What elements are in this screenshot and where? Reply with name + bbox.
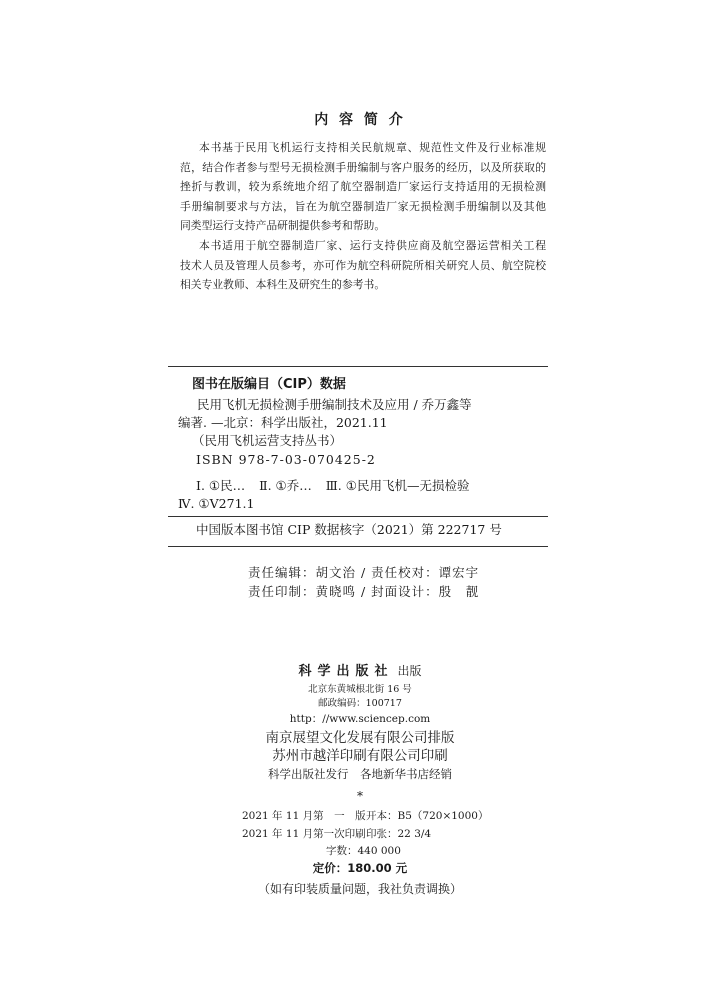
cip-heading: 图书在版编目（CIP）数据: [192, 377, 346, 392]
summary-paragraph-1: [180, 138, 546, 236]
publisher-row: [0, 665, 720, 678]
edition-first-printing: 2021 年 11 月第一次印刷: [242, 828, 366, 840]
summary-line: 同类型运行支持产品研制提供参考和帮助。: [180, 219, 386, 233]
publisher-postcode: 邮政编码：100717: [318, 698, 402, 709]
quality-notice: （如有印装质量问题，我社负责调换）: [257, 882, 462, 896]
typesetter: 南京展望文化发展有限公司排版: [265, 730, 455, 746]
summary-line: 本书基于民用飞机运行支持相关民航规章、规范性文件及行业标准规: [199, 141, 546, 154]
cip-classification-item: Ⅱ. ①乔…: [259, 478, 312, 493]
cip-record: 中国版本图书馆 CIP 数据核字（2021）第 222717 号: [196, 522, 502, 537]
separator-star: *: [357, 789, 363, 803]
cip-series: （民用飞机运营支持丛书）: [192, 433, 343, 448]
summary-line: 手册编制要求与方法，旨在为航空器制造厂家无损检测手册编制以及其他: [180, 199, 546, 213]
divider-top: [168, 366, 548, 367]
summary-line: 相关专业教师、本科生及研究生的参考书。: [180, 278, 386, 292]
publisher-address: 北京东黄城根北街 16 号: [308, 684, 412, 695]
summary-title: 内 容 简 介: [314, 112, 406, 128]
printer: 苏州市越洋印刷有限公司印刷: [272, 748, 448, 764]
publisher-website: http：//www.sciencep.com: [289, 713, 431, 725]
publisher-logo-name: 科学出版社: [298, 664, 394, 679]
cip-isbn: ISBN 978-7-03-070425-2: [196, 452, 376, 467]
edition-first-edition: 2021 年 11 月第 一 版: [242, 810, 366, 822]
edition-word-count: 字数：440 000: [326, 845, 401, 857]
cip-classification-row: [196, 480, 469, 493]
cip-classification-item: Ⅳ. ①V271.1: [178, 496, 255, 511]
price: 定价：180.00 元: [312, 861, 408, 875]
credits-production: 责任印制：黄晓鸣 / 封面设计：殷 靓: [248, 584, 480, 599]
summary-line: 挫折与教训，较为系统地介绍了航空器制造厂家运行支持适用的无损检测: [180, 180, 546, 194]
distribution: 科学出版社发行 各地新华书店经销: [268, 767, 452, 781]
summary-paragraph-2: [180, 236, 546, 295]
summary-body: [180, 138, 546, 295]
edition-format: 开本：B5（720×1000）: [366, 810, 489, 822]
publisher-action: 出版: [397, 664, 422, 678]
divider-bottom: [168, 546, 548, 547]
credits-editors: 责任编辑：胡文治 / 责任校对：谭宏宇: [248, 565, 480, 580]
edition-sheets: 印张：22 3/4: [366, 828, 432, 840]
cip-classification-item: Ⅲ. ①民用飞机—无损检验: [325, 478, 470, 493]
cip-classification-item: Ⅰ. ①民…: [196, 478, 246, 493]
divider-middle: [168, 516, 548, 517]
cip-title-line: 民用飞机无损检测手册编制技术及应用 / 乔万鑫等: [197, 397, 472, 412]
cip-imprint-line: 编著. —北京：科学出版社，2021.11: [178, 415, 388, 430]
summary-line: 范，结合作者参与型号无损检测手册编制与客户服务的经历，以及所获取的: [180, 160, 546, 174]
summary-line: 技术人员及管理人员参考，亦可作为航空科研院所相关研究人员、航空院校: [180, 258, 546, 272]
summary-line: 本书适用于航空器制造厂家、运行支持供应商及航空器运营相关工程: [199, 238, 546, 252]
